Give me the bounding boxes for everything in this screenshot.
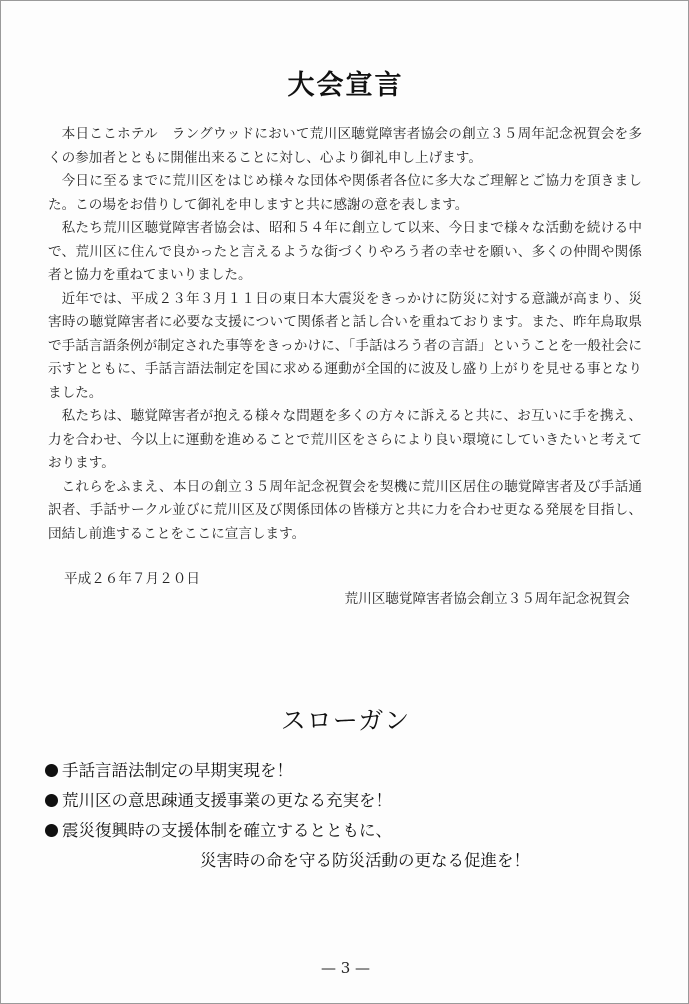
slogan-text: 荒川区の意思疎通支援事業の更なる充実を！ [62, 791, 392, 810]
declaration-body [48, 123, 642, 546]
page-number: — 3 — [320, 959, 371, 977]
paragraph-6: これらをふまえ、本日の創立３５周年記念祝賀会を契機に荒川区居住の聴覚障害者及び手話通訳者、手話サークル並びに荒川区及び関係団体の皆様方と共に力を合わせ更なる発展を目指し、団結し前進することをここに宣言します。 [48, 478, 642, 542]
slogan-item [45, 756, 655, 786]
slogan-text: 震災復興時の支援体制を確立するとともに、 [62, 821, 392, 840]
bullet-icon [45, 794, 58, 807]
slogan-list [45, 756, 655, 876]
paragraph-5: 私たちは、聴覚障害者が抱える様々な問題を多くの方々に訴えると共に、お互いに手を携え、力を合わせ、今以上に運動を進めることで荒川区をさらにより良い環境にしていきたいと考えております。 [48, 408, 642, 471]
paragraph-4: 近年では、平成２３年３月１１日の東日本大震災をきっかけに防災に対する意識が高まり、災害時の聴覚障害者に必要な支援について関係者と話し合いを重ねております。また、昨年鳥取県で手話言語条例が制定された事等をきっかけに、「手話はろう者の言語」ということを一般社会に示すとともに、手話言語法制定を国に求める運動が全国的に波及し盛り上がりを見せる事となりました。 [48, 290, 642, 401]
bullet-icon [45, 824, 58, 837]
slogan-item [45, 786, 655, 816]
declaration-title: 大会宣言 [287, 70, 404, 101]
bullet-icon [45, 764, 58, 777]
paragraph-3: 私たち荒川区聴覚障害者協会は、昭和５４年に創立して以来、今日まで様々な活動を続ける中で、荒川区に住んで良かったと言えるような街づくりやろう者の幸せを願い、多くの仲間や関係者と協力を重ねてまいりました。 [48, 220, 642, 283]
slogan-continuation: 災害時の命を守る防災活動の更なる促進を！ [200, 851, 530, 870]
organization-signature: 荒川区聴覚障害者協会創立３５周年記念祝賀会 [344, 591, 630, 607]
paragraph-2: 今日に至るまでに荒川区をはじめ様々な団体や関係者各位に多大なご理解とご協力を頂きました。この場をお借りして御礼を申しますと共に感謝の意を表します。 [48, 173, 642, 213]
paragraph-1: 本日ここホテル ラングウッドにおいて荒川区聴覚障害者協会の創立３５周年記念祝賀会を多くの参加者とともに開催出来ることに対し、心より御礼申し上げます。 [48, 126, 642, 166]
slogan-text: 手話言語法制定の早期実現を！ [62, 761, 293, 780]
declaration-date: 平成２６年７月２０日 [64, 571, 200, 587]
slogan-item [45, 816, 655, 846]
slogan-heading: スローガン [280, 706, 411, 735]
